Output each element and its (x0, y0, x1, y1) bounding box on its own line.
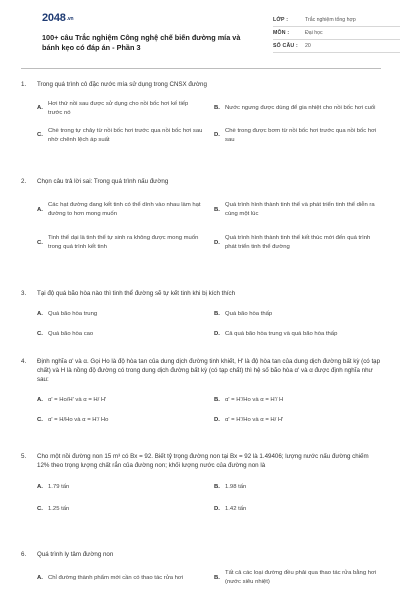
option-letter: A. (37, 206, 43, 213)
answer-options (21, 565, 381, 591)
option-text: Quá bão hòa cao (48, 330, 94, 337)
question-body: Định nghĩa α' và α. Gọi Ho là độ hòa tan của dung dịch đường tinh khiết, H' là độ hòa tan của dung dịch đường bất kỳ (có tạp chất) và H là nồng độ đường có trong dung dịch đường bất kỳ (có tạp chất) thì hệ số bão hòa α' và α được định nghĩa như sau: (37, 358, 381, 383)
question-1 (21, 80, 381, 177)
question-text (21, 550, 381, 559)
option-letter: A. (37, 396, 43, 403)
option-c[interactable] (37, 122, 204, 149)
document-meta (273, 14, 400, 53)
question-number: 4. (21, 358, 27, 365)
option-text: Hơi thứ nồi sau được sử dụng cho nồi bốc hơi kế tiếp trước nó (48, 100, 189, 116)
option-d[interactable] (214, 498, 381, 520)
option-c[interactable] (37, 410, 204, 430)
option-text: α' = H/Ho và α = H'/ Ho (48, 416, 109, 423)
option-a[interactable] (37, 192, 204, 228)
meta-row-count (273, 40, 400, 53)
option-d[interactable] (214, 122, 381, 149)
question-number: 6. (21, 551, 27, 558)
option-text: Tất cả các loại đường đều phải qua thao tác rửa bằng hơi (nước siêu nhiệt) (225, 570, 377, 585)
option-b[interactable] (214, 390, 381, 410)
question-3 (21, 289, 381, 357)
option-letter: B. (214, 206, 220, 213)
option-d[interactable] (214, 228, 381, 258)
option-b[interactable] (214, 95, 381, 122)
meta-row-subject (273, 27, 400, 40)
option-text: Chỉ đường thành phẩm mới cần có thao tác rửa hơi (48, 574, 184, 581)
option-a[interactable] (37, 390, 204, 410)
question-number: 3. (21, 290, 27, 297)
option-c[interactable] (37, 498, 204, 520)
option-b[interactable] (214, 304, 381, 324)
question-text (21, 452, 381, 470)
option-b[interactable] (214, 476, 381, 498)
question-6 (21, 550, 381, 595)
option-letter: C. (37, 416, 43, 423)
option-letter: B. (214, 396, 220, 403)
option-letter: B. (214, 483, 220, 490)
question-list (21, 80, 381, 595)
option-text: Nước ngưng được dùng để gia nhiệt cho nồi bốc hơi cuối (225, 105, 376, 112)
answer-options (21, 476, 381, 520)
option-letter: B. (214, 574, 220, 581)
option-letter: C. (37, 239, 43, 246)
option-letter: B. (214, 105, 220, 112)
option-letter: A. (37, 310, 43, 317)
option-text: 1.79 tấn (48, 483, 70, 490)
option-c[interactable] (37, 324, 204, 344)
answer-options (21, 95, 381, 149)
option-letter: D. (214, 330, 220, 337)
question-number: 2. (21, 178, 27, 185)
option-letter: D. (214, 239, 220, 246)
option-text: Các hạt đường đang kết tinh có thể dính vào nhau làm hạt đường to hơn mong muốn (48, 202, 201, 217)
option-letter: A. (37, 574, 43, 581)
meta-value: Đại học (305, 30, 323, 36)
option-a[interactable] (37, 304, 204, 324)
question-body: Trong quá trình cô đặc nước mía sử dụng trong CNSX đường (37, 81, 207, 88)
answer-options (21, 304, 381, 344)
option-c[interactable] (37, 228, 204, 258)
option-b[interactable] (214, 192, 381, 228)
option-text: Chè trong tự chảy từ nồi bốc hơi trước qua nồi bốc hơi sau nhờ chênh lệch áp suất (48, 127, 203, 143)
meta-label: MÔN : (273, 30, 290, 36)
option-letter: C. (37, 132, 43, 139)
question-number: 5. (21, 453, 27, 460)
option-text: α' = Ho/H' và α = H/ H' (48, 396, 107, 403)
question-body: Cho một nồi đường non 15 m³ có Bx = 92. Biết tỷ trọng đường non tại Bx = 92 là 1.49406; lượng nước nấu đường chiếm 12% theo trọng lượng chất rắn của đường non; khối lượng nước của đường non là (37, 453, 369, 469)
logo-text: 2048 (42, 12, 66, 24)
meta-label: LỚP : (273, 17, 289, 23)
option-text: 1.98 tấn (225, 483, 247, 490)
question-body: Quá trình ly tâm đường non (37, 551, 114, 558)
option-a[interactable] (37, 476, 204, 498)
option-a[interactable] (37, 565, 204, 591)
option-letter: A. (37, 105, 43, 112)
option-text: Chè trong được bơm từ nồi bốc hơi trước qua nồi bốc hơi sau (225, 127, 377, 143)
site-logo[interactable] (42, 12, 73, 24)
question-text (21, 357, 381, 384)
option-text: Quá trình hình thành tinh thể và phát triển tinh thể diễn ra cùng một lúc (225, 202, 375, 217)
option-letter: D. (214, 132, 220, 139)
option-d[interactable] (214, 410, 381, 430)
option-text: 1.25 tấn (48, 505, 70, 512)
meta-label: SỐ CÂU : (273, 43, 298, 49)
logo-domain: .vn (66, 16, 74, 22)
meta-value: 20 (305, 43, 311, 49)
question-5 (21, 452, 381, 550)
option-letter: C. (37, 505, 43, 512)
option-letter: A. (37, 483, 43, 490)
option-text: Quá trình hình thành tinh thể kết thúc mới đến quá trình phát triển tinh thể đường (225, 235, 371, 250)
option-text: Tinh thể dại là tinh thể tự sinh ra không được mong muốn trong quá trình kết tinh (48, 235, 199, 250)
header-divider (21, 68, 381, 69)
question-4 (21, 357, 381, 452)
document-header (21, 0, 381, 70)
option-text: Cả quá bão hòa trung và quá bão hòa thấp (225, 330, 338, 337)
question-body: Tại độ quá bão hòa nào thì tinh thể đường sẽ tự kết tinh khi bị kích thích (37, 290, 236, 297)
option-letter: C. (37, 330, 43, 337)
option-text: Quá bão hòa trung (48, 310, 98, 317)
answer-options (21, 390, 381, 430)
document-title: 100+ câu Trắc nghiệm Công nghệ chế biến đường mía và bánh kẹo có đáp án - Phần 3 (42, 33, 241, 52)
option-text: Quá bão hòa thấp (225, 310, 273, 317)
option-a[interactable] (37, 95, 204, 122)
question-2 (21, 177, 381, 289)
question-body: Chọn câu trả lời sai: Trong quá trình nấu đường (37, 178, 169, 185)
option-letter: B. (214, 310, 220, 317)
option-text: α' = H'/Ho và α = H/ H' (225, 416, 284, 423)
question-text (21, 289, 381, 298)
meta-value: Trắc nghiệm tổng hợp (305, 17, 356, 23)
option-letter: D. (214, 505, 220, 512)
question-number: 1. (21, 81, 27, 88)
option-text: α' = H'/Ho và α = H'/ H (225, 396, 284, 403)
question-text (21, 177, 381, 186)
option-b[interactable] (214, 565, 381, 591)
answer-options (21, 192, 381, 258)
option-text: 1.42 tấn (225, 505, 247, 512)
meta-row-class (273, 14, 400, 27)
question-text (21, 80, 381, 89)
option-letter: D. (214, 416, 220, 423)
option-d[interactable] (214, 324, 381, 344)
